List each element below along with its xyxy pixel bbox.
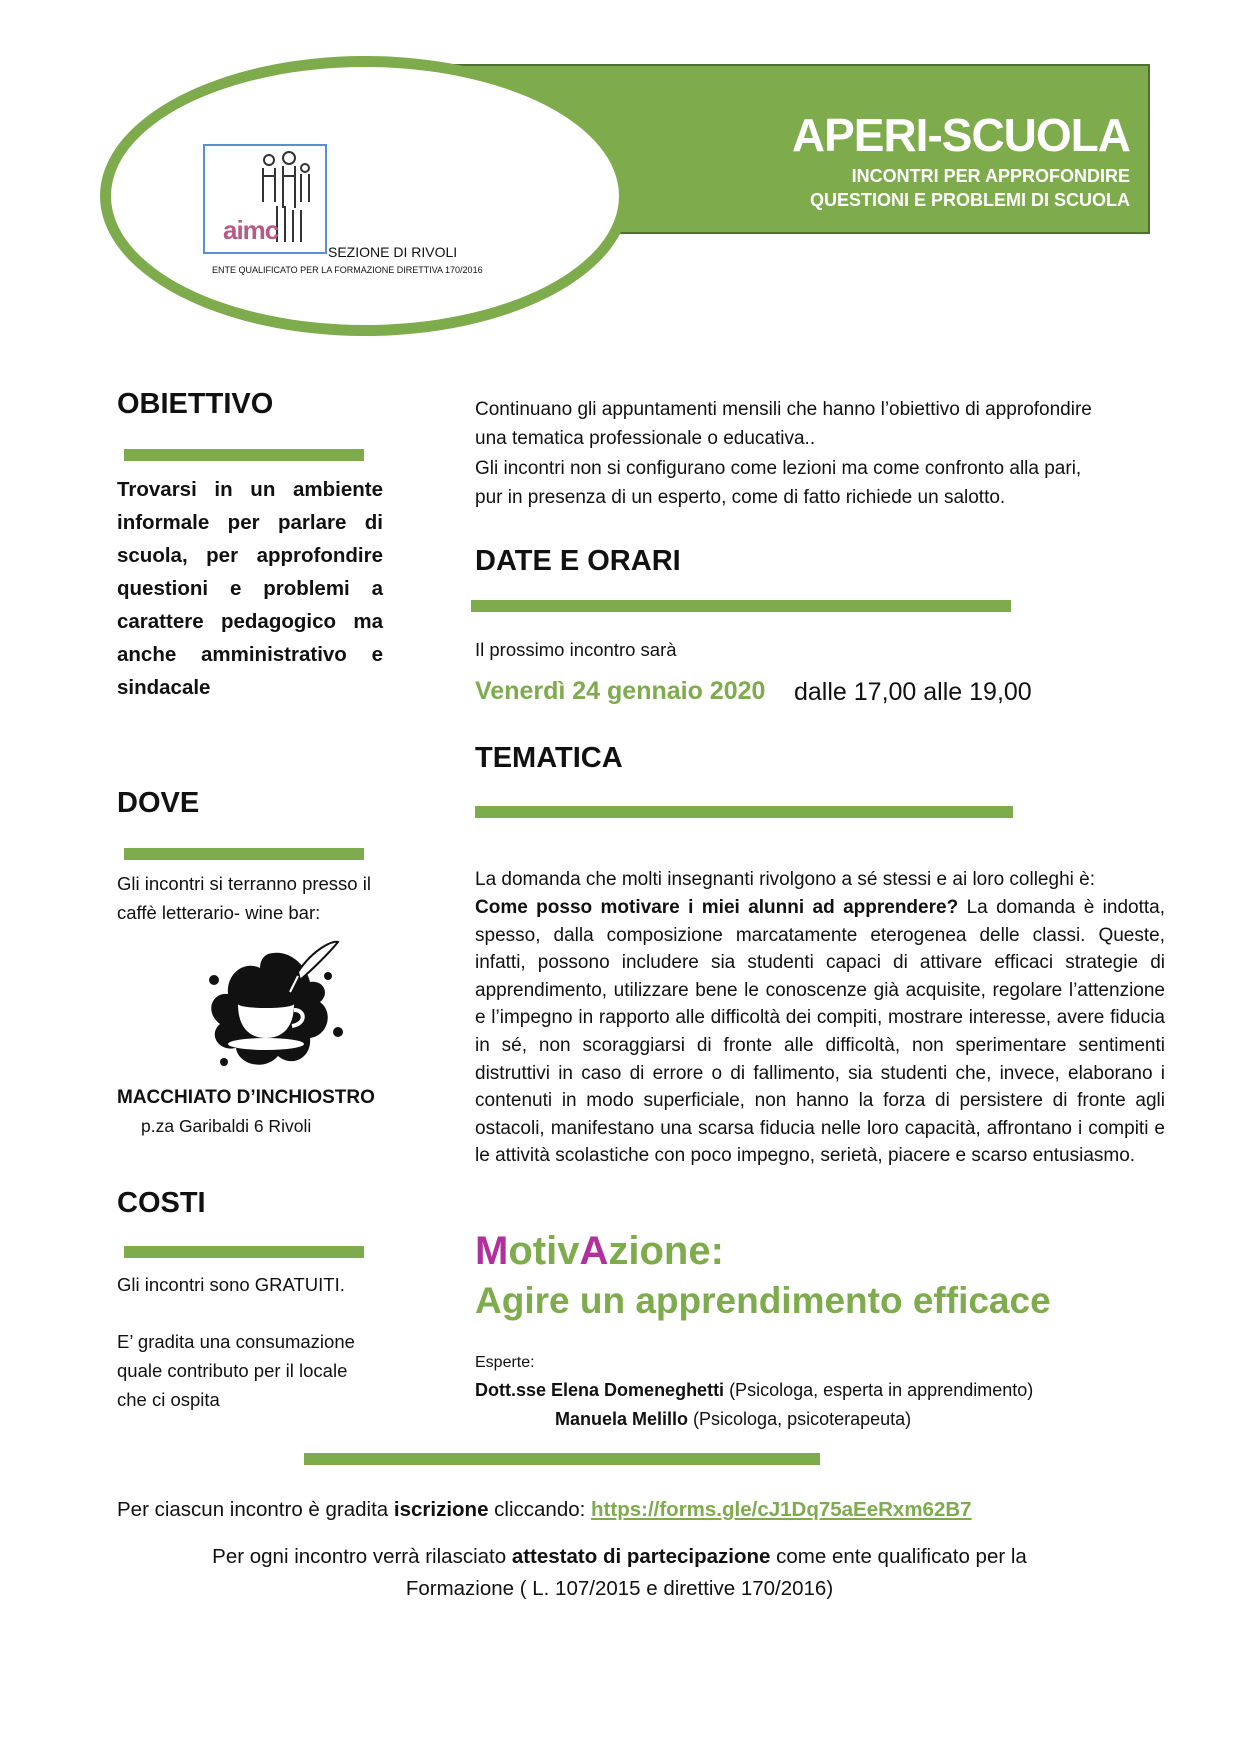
registration-line: [117, 1498, 972, 1522]
expert-1-role: (Psicologa, esperta in apprendimento): [724, 1380, 1034, 1400]
expert-1: [475, 1380, 1033, 1401]
title-part-zione: zione:: [608, 1229, 724, 1273]
divider-bar: [304, 1453, 820, 1465]
aimc-logo: [203, 144, 327, 254]
expert-prefix: Dott.sse: [475, 1380, 552, 1400]
costi-free: Gli incontri sono GRATUITI.: [117, 1274, 345, 1295]
certificate-prefix: Per ogni incontro verrà rilasciato: [212, 1545, 512, 1568]
costi-line-2: quale contributo per il locale: [117, 1360, 348, 1381]
registration-mid: cliccando:: [488, 1498, 592, 1521]
theme-paragraph: [475, 894, 1165, 1170]
divider-bar: [475, 806, 1013, 818]
dove-line-2: caffè letterario- wine bar:: [117, 902, 321, 923]
registration-bold: iscrizione: [393, 1498, 489, 1521]
certificate-line-1: [0, 1545, 1239, 1569]
header-subtitle-1: INCONTRI PER APPROFONDIRE: [851, 166, 1130, 186]
intro-line-3: Gli incontri non si configurano come lezioni ma come confronto alla pari,: [475, 458, 1082, 479]
date-heading: DATE E ORARI: [475, 545, 681, 577]
meeting-date: Venerdì 24 gennaio 2020: [475, 677, 766, 705]
header-title: APERI-SCUOLA: [791, 109, 1130, 161]
header-subtitle-2: QUESTIONI E PROBLEMI DI SCUOLA: [809, 190, 1130, 210]
meeting-time: dalle 17,00 alle 19,00: [794, 678, 1032, 706]
dove-line-1: Gli incontri si terranno presso il: [117, 873, 371, 894]
title-letter-m: M: [475, 1229, 509, 1273]
divider-bar: [124, 449, 364, 461]
experts-label: Esperte:: [475, 1354, 535, 1371]
divider-bar: [471, 600, 1011, 612]
registration-prefix: Per ciascun incontro è gradita: [117, 1498, 394, 1521]
title-part-otiv: otiv: [508, 1229, 580, 1273]
venue-address: p.za Garibaldi 6 Rivoli: [141, 1116, 312, 1136]
intro-line-2: una tematica professionale o educativa..: [475, 428, 816, 449]
ink-coffee-icon: [198, 936, 348, 1076]
expert-2: [555, 1409, 911, 1430]
title-letter-a: A: [579, 1229, 609, 1273]
certificate-suffix: come ente qualificato per la: [770, 1545, 1027, 1568]
next-meeting-label: Il prossimo incontro sarà: [475, 639, 677, 660]
expert-1-name: Elena Domeneghetti: [551, 1380, 725, 1400]
theme-question: Come posso motivare i miei alunni ad apprendere?: [475, 897, 959, 918]
costi-heading: COSTI: [117, 1187, 206, 1219]
theme-body: La domanda è indotta, spesso, dalla composizione marcatamente eterogenea delle classi. Queste, infatti, possono includere sia studenti capaci di attivare efficaci strategie di apprendimento, utilizzare bene le conoscenze già acquisite, regolare l’attenzione e l’impegno in rapporto alle difficoltà dei compiti, mostrare interesse, avere fiducia in sé, non scoraggiarsi di fronte alle difficoltà, non sperimentare sentimenti distruttivi in caso di errore o di fallimento, sia studenti che, invece, elaborano i contenuti in modo superficiale, non hanno la forza di persistere di fronte agli ostacoli, manifestano una scarsa fiducia nelle loro capacità, affrontano i compiti e le attività scolastiche con poco impegno, serietà, piacere e scarso entusiasmo.: [475, 897, 1166, 1167]
theme-intro: La domanda che molti insegnanti rivolgono a sé stessi e ai loro colleghi è:: [475, 869, 1095, 890]
motivazione-title: [475, 1229, 724, 1274]
costi-line-1: E’ gradita una consumazione: [117, 1331, 355, 1352]
qualification-text: ENTE QUALIFICATO PER LA FORMAZIONE DIRETTIVA 170/2016: [212, 265, 483, 275]
expert-2-role: (Psicologa, psicoterapeuta): [688, 1409, 912, 1429]
obiettivo-text: Trovarsi in un ambiente informale per parlare di scuola, per approfondire questioni e problemi a carattere pedagogico ma anche amministrativo e sindacale: [117, 478, 383, 699]
section-name: SEZIONE DI RIVOLI: [328, 244, 458, 260]
intro-line-1: Continuano gli appuntamenti mensili che hanno l’obiettivo di approfondire: [475, 399, 1092, 420]
obiettivo-heading: OBIETTIVO: [117, 388, 274, 420]
certificate-line-2: Formazione ( L. 107/2015 e direttive 170/2016): [405, 1577, 834, 1600]
costi-line-3: che ci ospita: [117, 1389, 220, 1410]
divider-bar: [124, 848, 364, 860]
motivazione-subtitle: Agire un apprendimento efficace: [475, 1280, 1051, 1321]
venue-name: MACCHIATO D’INCHIOSTRO: [117, 1087, 375, 1108]
logo-text: aimc: [223, 215, 279, 245]
divider-bar: [124, 1246, 364, 1258]
intro-line-4: pur in presenza di un esperto, come di fatto richiede un salotto.: [475, 487, 1006, 508]
certificate-bold: attestato di partecipazione: [511, 1545, 771, 1568]
expert-2-name: Manuela Melillo: [555, 1409, 689, 1429]
logo-ellipse: [100, 56, 630, 336]
tematica-heading: TEMATICA: [475, 742, 623, 774]
registration-link[interactable]: https://forms.gle/cJ1Dq75aEeRxm62B7: [591, 1498, 972, 1521]
dove-heading: DOVE: [117, 787, 200, 819]
